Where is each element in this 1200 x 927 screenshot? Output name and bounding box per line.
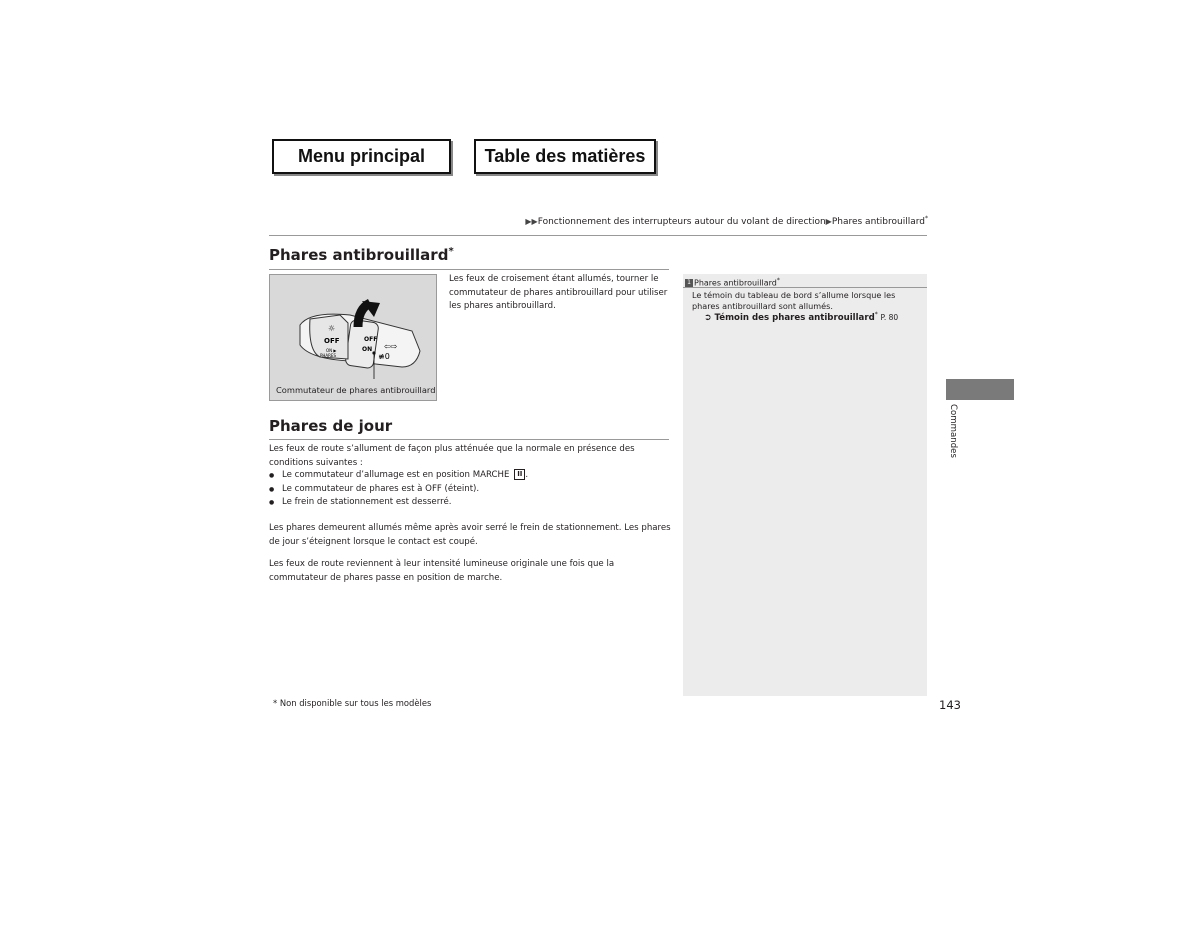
main-menu-button[interactable]: Menu principal — [272, 139, 451, 174]
sidebar-notes — [683, 274, 927, 696]
chapter-tab-marker — [946, 379, 1014, 400]
daytime-lights-intro: Les feux de route s’allument de façon plus atténuée que la normale en présence des conditions suivantes : — [269, 444, 635, 468]
page-number: 143 — [939, 698, 961, 712]
svg-text:OFF: OFF — [364, 336, 378, 343]
table-of-contents-button[interactable]: Table des matières — [474, 139, 656, 174]
svg-text:PHARES: PHARES — [320, 353, 337, 358]
sidebar-text: Le témoin du tableau de bord s’allume lorsque les phares antibrouillard sont allumés. — [692, 290, 896, 311]
list-item: ● Le commutateur d’allumage est en position MARCHE II . — [269, 469, 528, 483]
header-divider — [269, 235, 927, 236]
svg-text:☼: ☼ — [328, 324, 336, 333]
list-item: ● Le frein de stationnement est desserré. — [269, 496, 528, 510]
chapter-tab-label: Commandes — [948, 404, 958, 458]
breadcrumb-arrow-icon: ▶ — [825, 217, 832, 226]
section-title-daytime-lights: Phares de jour — [269, 417, 393, 435]
svg-text:⇦⇨: ⇦⇨ — [384, 342, 398, 351]
svg-text:≢0: ≢0 — [378, 352, 390, 361]
svg-text:ON ▶: ON ▶ — [326, 348, 337, 353]
daytime-lights-paragraph-1: Les phares demeurent allumés même après avoir serré le frein de stationnement. Les phares de jour s’éteignent lorsque le contact est coupé. — [269, 523, 671, 547]
svg-text:ON: ON — [362, 346, 373, 353]
section-title-fog-lights: Phares antibrouillard* — [269, 246, 454, 264]
breadcrumb-asterisk: * — [925, 215, 928, 222]
conditions-list — [269, 469, 528, 510]
sidebar-reference-link[interactable]: ➲ Témoin des phares antibrouillard* P. 80 — [704, 311, 899, 323]
fog-light-paragraph: Les feux de croisement étant allumés, tourner le commutateur de phares antibrouillard pour utiliser les phares antibrouillard. — [449, 274, 668, 312]
headlight-stalk-illustration — [270, 275, 438, 402]
breadcrumb-arrow-icon: ▶▶ — [525, 217, 538, 226]
svg-text:OFF: OFF — [324, 337, 340, 345]
list-item: ● Le commutateur de phares est à OFF (éteint). — [269, 483, 528, 497]
footnote: * Non disponible sur tous les modèles — [273, 698, 432, 708]
sidebar-heading: 1 Phares antibrouillard* — [683, 274, 927, 288]
section-divider — [269, 269, 669, 270]
ignition-position-symbol: II — [514, 469, 525, 480]
breadcrumb-part-2[interactable]: Phares antibrouillard — [831, 217, 925, 227]
note-number-icon: 1 — [685, 279, 693, 287]
section-divider — [269, 439, 669, 440]
breadcrumb — [525, 215, 928, 227]
fog-light-switch-figure — [269, 274, 437, 401]
reference-arrow-icon: ➲ — [704, 312, 712, 323]
daytime-lights-paragraph-2: Les feux de route reviennent à leur intensité lumineuse originale une fois que la commutateur de phares passe en position de marche. — [269, 559, 615, 583]
figure-caption: Commutateur de phares antibrouillard — [276, 385, 436, 395]
breadcrumb-part-1[interactable]: Fonctionnement des interrupteurs autour du volant de direction — [537, 217, 826, 227]
